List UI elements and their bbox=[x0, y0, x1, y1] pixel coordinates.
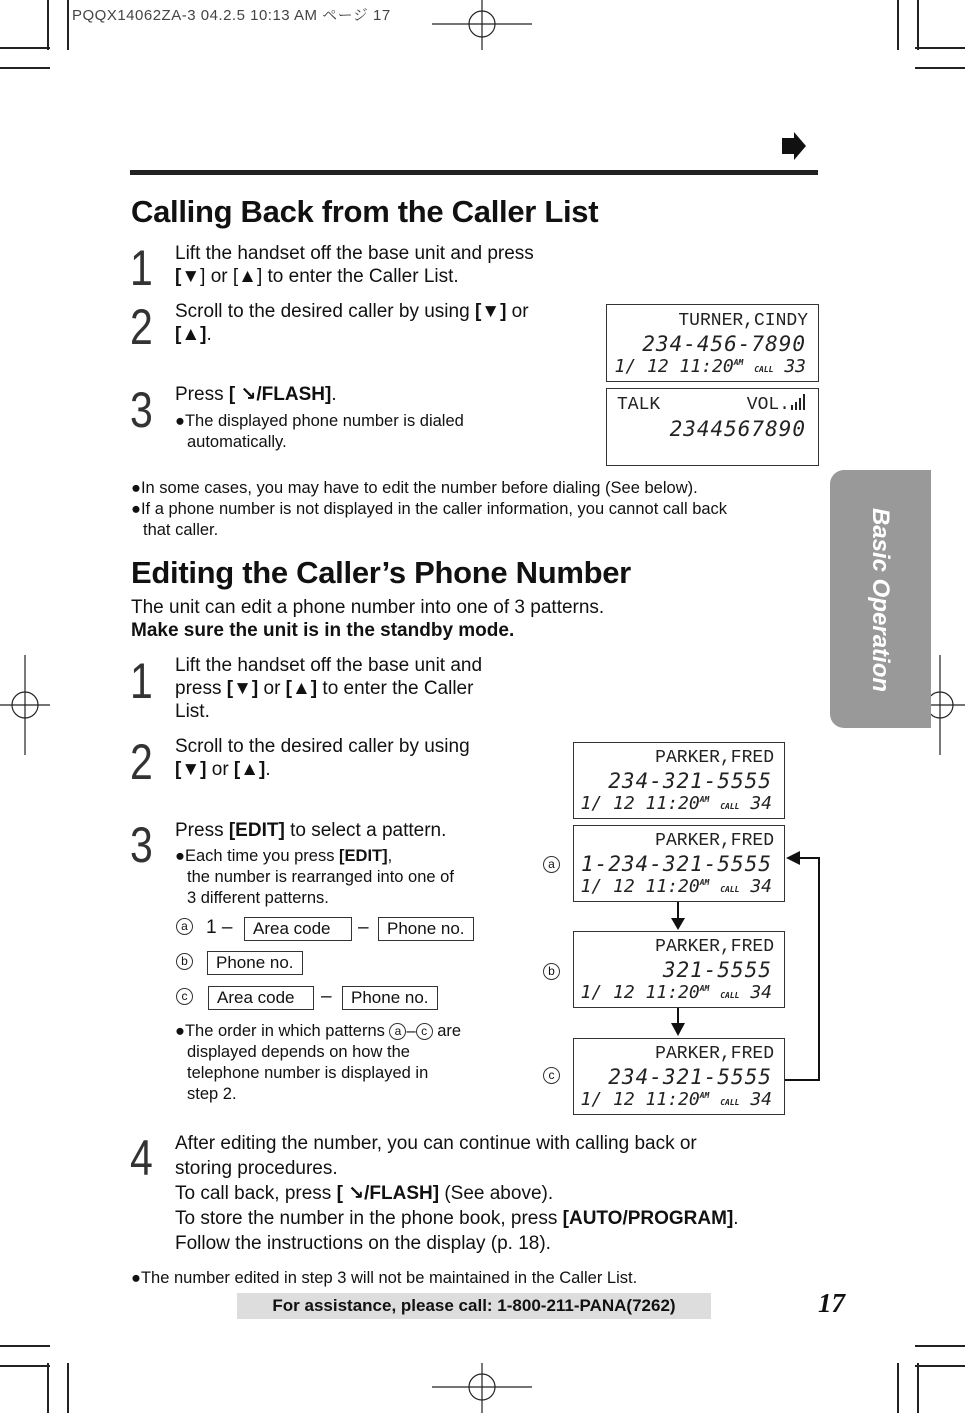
step-number: 1 bbox=[130, 653, 153, 709]
lcd-c-label: c bbox=[543, 1067, 560, 1085]
crop-mark bbox=[915, 67, 965, 69]
crop-mark bbox=[0, 1365, 50, 1367]
crop-mark bbox=[897, 1363, 899, 1413]
crop-mark bbox=[0, 47, 50, 49]
section-2-intro: The unit can edit a phone number into one of 3 patterns. Make sure the unit is in the standby mode. bbox=[131, 597, 605, 641]
page-number: 17 bbox=[818, 1288, 845, 1318]
down-key-icon: [▼] bbox=[226, 678, 259, 699]
step-number: 2 bbox=[130, 734, 153, 790]
pattern-b-phone-no: Phone no. bbox=[207, 951, 303, 975]
crop-mark bbox=[67, 0, 69, 50]
crop-mark bbox=[897, 0, 899, 50]
crop-mark bbox=[47, 1363, 49, 1413]
pattern-c-area-code: Area code bbox=[208, 986, 314, 1010]
edit-step-3-text: Press [EDIT] to select a pattern. bbox=[175, 820, 447, 841]
section-tab-label: Basic Operation bbox=[867, 507, 894, 693]
up-arrow-icon: ▲ bbox=[238, 266, 257, 287]
crop-mark bbox=[915, 47, 965, 49]
pattern-c-label: c bbox=[176, 988, 193, 1006]
crop-mark bbox=[67, 1363, 69, 1413]
crop-mark bbox=[917, 0, 919, 50]
step-number: 2 bbox=[130, 299, 153, 355]
edit-step-1-text: Lift the handset off the base unit and press [▼] or [▲] to enter the Caller List. bbox=[175, 655, 483, 722]
section-title-calling-back: Calling Back from the Caller List bbox=[131, 194, 599, 229]
section-rule bbox=[130, 170, 818, 175]
edit-step-3-bullet: ●Each time you press [EDIT], the number is rearranged into one of 3 different patterns. bbox=[175, 847, 454, 907]
section-1-notes: ●In some cases, you may have to edit the number before dialing (See below). ●If a phone number is not displayed in the caller information, you cannot call back that caller. bbox=[131, 479, 728, 539]
step-number: 4 bbox=[130, 1130, 153, 1186]
crop-mark bbox=[915, 1345, 965, 1347]
lcd-edit-pattern-c: PARKER,FRED 234-321-5555 1/ 12 $11:20^{AM}$ CALL 34 bbox=[573, 1038, 785, 1115]
up-key-icon: [▲] bbox=[175, 324, 207, 345]
lcd-talk-display: TALK VOL. 2344567890 bbox=[606, 388, 819, 466]
down-key-icon: [▼] bbox=[474, 301, 507, 322]
step-number: 3 bbox=[130, 382, 153, 438]
final-note: ●The number edited in step 3 will not be maintained in the Caller List. bbox=[131, 1269, 638, 1287]
section-title-editing: Editing the Caller’s Phone Number bbox=[131, 555, 631, 590]
pattern-order-note: ●The order in which patterns a – c are displayed depends on how the telephone number is displayed in step 2. bbox=[175, 1022, 462, 1103]
down-key-icon: [▼] bbox=[175, 759, 207, 780]
pattern-a-label: a bbox=[176, 918, 193, 936]
crop-mark bbox=[917, 1363, 919, 1413]
lcd-a-label: a bbox=[543, 856, 560, 874]
registration-target-top bbox=[432, 0, 532, 50]
step-number: 1 bbox=[130, 240, 153, 296]
cycle-arrows-icon bbox=[560, 850, 830, 1090]
pattern-a-prefix: 1 – bbox=[206, 917, 233, 938]
step-3-text: Press [ ↘/FLASH]. bbox=[175, 384, 337, 405]
edit-step-4-text: After editing the number, you can continue with calling back or storing procedures. To call back, press [ ↘/FLASH] (See above). To store the number in the phone book, press [AUTO/PROGRAM]. Follow the instructions on the display (p. 18). bbox=[175, 1133, 739, 1254]
talk-handset-icon: ↘ bbox=[240, 384, 257, 405]
continue-arrow-icon bbox=[780, 132, 806, 160]
pattern-a-area-code: Area code bbox=[244, 917, 352, 941]
volume-bars-icon bbox=[790, 393, 806, 411]
talk-handset-icon: ↘ bbox=[348, 1183, 365, 1204]
step-2-text: Scroll to the desired caller by using [▼] or [▲]. bbox=[175, 301, 529, 345]
pattern-c-phone-no: Phone no. bbox=[342, 986, 438, 1010]
lcd-caller-display: TURNER,CINDY 234-456-7890 1/ 12 $11:20^{AM}$ CALL 33 bbox=[606, 304, 819, 382]
up-key-icon: [▲] bbox=[285, 678, 318, 699]
step-3-bullet: ●The displayed phone number is dialed automatically. bbox=[175, 412, 464, 451]
lcd-edit-pattern-a: PARKER,FRED 1-234-321-5555 1/ 12 $11:20^{AM}$ CALL 34 bbox=[573, 825, 785, 902]
lcd-edit-original: PARKER,FRED 234-321-5555 1/ 12 $11:20^{AM}$ CALL 34 bbox=[573, 742, 785, 819]
crop-mark bbox=[47, 0, 49, 50]
step-number: 3 bbox=[130, 817, 153, 873]
down-arrow-icon: ▼ bbox=[181, 266, 201, 287]
registration-target-left bbox=[0, 655, 50, 755]
pattern-c-dash: – bbox=[321, 986, 332, 1007]
crop-mark bbox=[0, 1345, 50, 1347]
lcd-edit-pattern-b: PARKER,FRED 321-5555 1/ 12 $11:20^{AM}$ CALL 34 bbox=[573, 931, 785, 1008]
pattern-a-dash: – bbox=[358, 917, 369, 938]
pattern-b-label: b bbox=[176, 953, 193, 971]
up-key-icon: [▲] bbox=[233, 759, 266, 780]
crop-mark bbox=[915, 1365, 965, 1367]
registration-target-bottom bbox=[432, 1363, 532, 1413]
print-header-id: PQQX14062ZA-3 04.2.5 10:13 AM ページ 17 bbox=[72, 7, 391, 24]
pattern-a-phone-no: Phone no. bbox=[378, 917, 474, 941]
assistance-footer: For assistance, please call: 1-800-211-PANA(7262) bbox=[237, 1293, 711, 1319]
crop-mark bbox=[0, 67, 50, 69]
lcd-b-label: b bbox=[543, 963, 560, 981]
step-1-text: Lift the handset off the base unit and press [▼] or [▲] to enter the Caller List. bbox=[175, 243, 534, 287]
edit-step-2-text: Scroll to the desired caller by using [▼] or [▲]. bbox=[175, 736, 470, 780]
